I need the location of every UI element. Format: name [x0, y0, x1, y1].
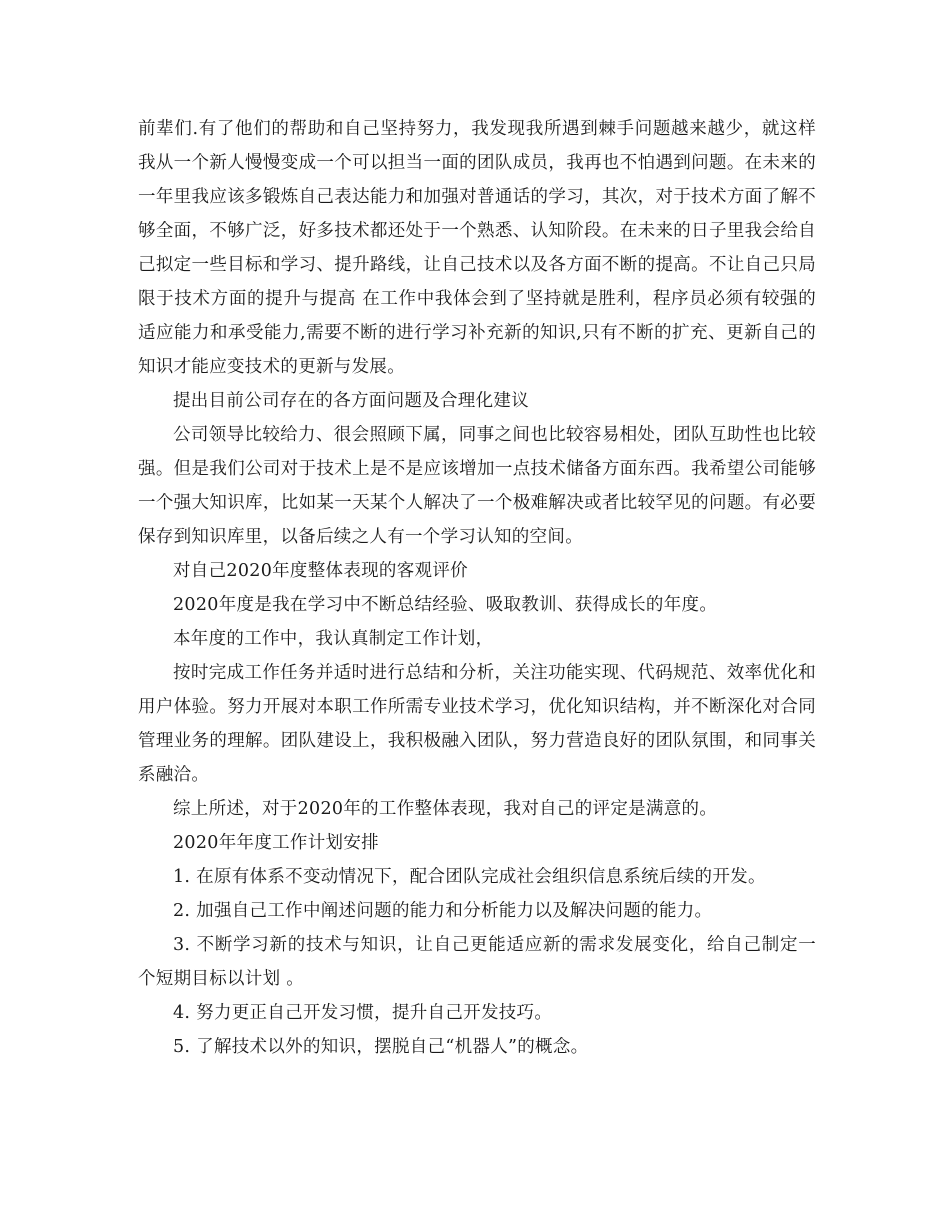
paragraph-evaluation-1: 2020年度是我在学习中不断总结经验、吸取教训、获得成长的年度。	[173, 595, 718, 615]
paragraph-evaluation-3: 按时完成工作任务并适时进行总结和分析，关注功能实现、代码规范、效率优化和用户体验。努力开展对本职工作所需专业技术学习，优化知识结构，并不断深化对合同管理业务的理解。团队建设上，我积极融入团队，努力营造良好的团队氛围，和同事关系融洽。	[138, 663, 816, 785]
plan-item-1: 1. 在原有体系不变动情况下，配合团队完成社会组织信息系统后续的开发。	[173, 867, 766, 887]
paragraph-body-1: 前辈们.有了他们的帮助和自己坚持努力，我发现我所遇到棘手问题越来越少，就这样我从一个新人慢慢变成一个可以担当一面的团队成员，我再也不怕遇到问题。在未来的一年里我应该多锻炼自己表达能力和加强对普通话的学习，其次，对于技术方面了解不够全面，不够广泛，好多技术都还处于一个熟悉、认知阶段。在未来的日子里我会给自己拟定一些目标和学习、提升路线，让自己技术以及各方面不断的提高。不让自己只局限于技术方面的提升与提高 在工作中我体会到了坚持就是胜利，程序员必须有较强的适应能力和承受能力,需要不断的进行学习补充新的知识,只有不断的扩充、更新自己的知识才能应变技术的更新与发展。	[138, 119, 816, 377]
paragraph-evaluation-2: 本年度的工作中，我认真制定工作计划，	[173, 629, 494, 649]
document-page	[138, 112, 816, 1064]
paragraph-summary: 综上所述，对于2020年的工作整体表现，我对自己的评定是满意的。	[173, 799, 718, 819]
section-heading-plan: 2020年年度工作计划安排	[173, 833, 379, 853]
plan-item-2: 2. 加强自己工作中阐述问题的能力和分析能力以及解决问题的能力。	[173, 901, 713, 921]
plan-item-3: 3. 不断学习新的技术与知识，让自己更能适应新的需求发展变化，给自己制定一个短期目标以计划 。	[138, 935, 816, 989]
plan-item-5: 5. 了解技术以外的知识，摆脱自己“机器人”的概念。	[173, 1037, 589, 1057]
plan-item-4: 4. 努力更正自己开发习惯，提升自己开发技巧。	[173, 1003, 553, 1023]
paragraph-suggestions: 公司领导比较给力、很会照顾下属，同事之间也比较容易相处，团队互助性也比较强。但是我们公司对于技术上是不是应该增加一点技术储备方面东西。我希望公司能够一个强大知识库，比如某一天某个人解决了一个极难解决或者比较罕见的问题。有必要保存到知识库里，以备后续之人有一个学习认知的空间。	[138, 425, 816, 547]
section-heading-evaluation: 对自己2020年度整体表现的客观评价	[173, 561, 468, 581]
section-heading-suggestions: 提出目前公司存在的各方面问题及合理化建议	[173, 391, 529, 411]
